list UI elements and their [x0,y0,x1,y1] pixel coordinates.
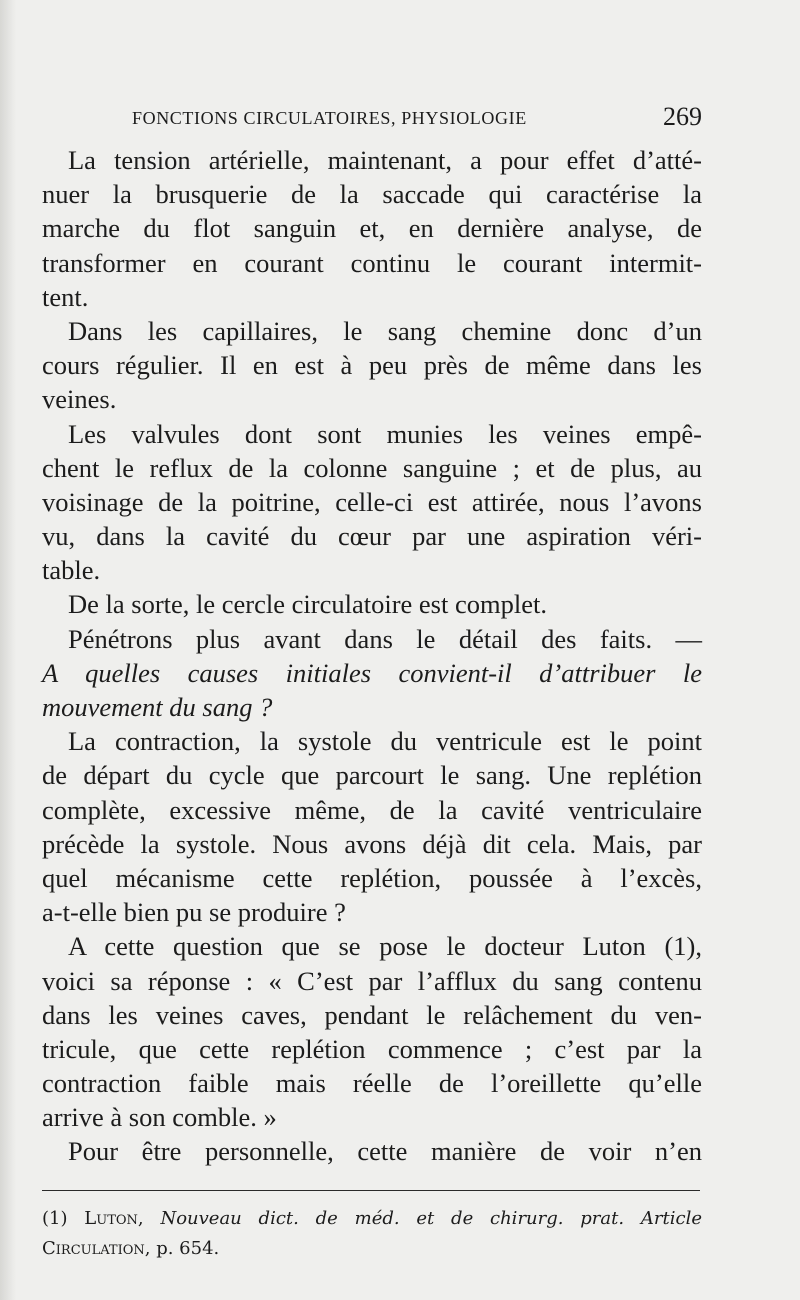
text-line: dans les veines caves, pendant le relâchement du ven- [42,999,702,1030]
body-text [42,143,702,1169]
running-title: FONCTIONS CIRCULATOIRES, PHYSIOLOGIE [132,108,527,128]
text-line: de départ du cycle que parcourt le sang. Une replétion [42,760,702,791]
footnote-page-ref: p. 654. [156,1238,220,1259]
text-line-italic: mouvement du sang ? [42,692,273,722]
text-line: nuer la brusquerie de la saccade qui caractérise la [42,179,702,210]
text-line: table. [42,555,101,586]
text-line: marche du flot sanguin et, en dernière analyse, de [42,213,702,244]
text-line: Les valvules dont sont munies les veines empê- [68,418,702,449]
text-line: a-t-elle bien pu se produire ? [42,897,346,928]
text-line: tricule, que cette replétion commence ; c’est par la [42,1033,702,1064]
text-line: De la sorte, le cercle circulatoire est complet. [68,589,547,620]
text-line: complète, excessive même, de la cavité ventriculaire [42,794,702,825]
footnote-marker: (1) [42,1208,68,1229]
text-line: cours régulier. Il en est à peu près de même dans les [42,350,702,381]
footnote-work: Nouveau dict. de méd. et de chirurg. prat. [160,1208,625,1229]
footnote-article-title: Circulation, [42,1238,151,1259]
text-line: quel mécanisme cette replétion, poussée à l’excès, [42,862,702,893]
footnote-line [42,1234,702,1264]
text-line: A cette question que se pose le docteur Luton (1), [68,931,702,962]
text-line: veines. [42,384,117,415]
text-line: La tension artérielle, maintenant, a pour effet d’atté- [68,145,702,175]
footnote-article-word: Article [640,1208,702,1229]
text-line: Pénétrons plus avant dans le détail des faits. — [68,623,702,654]
footnote-line [42,1204,702,1234]
text-line: chent le reflux de la colonne sanguine ; et de plus, au [42,452,702,483]
text-line-italic: A quelles causes initiales convient-il d’attribuer le [42,657,702,688]
footnote-author: Luton, [84,1208,144,1229]
text-line: voici sa réponse : « C’est par l’afflux du sang contenu [42,965,702,996]
text-line: précède la systole. Nous avons déjà dit cela. Mais, par [42,828,702,859]
text-line: arrive à son comble. » [42,1102,277,1133]
text-line: tent. [42,281,89,312]
text-line: Dans les capillaires, le sang chemine donc d’un [68,315,702,346]
footnote [42,1204,702,1264]
text-line: transformer en courant continu le courant intermit- [42,247,702,278]
running-head [42,100,702,140]
text-line: voisinage de la poitrine, celle-ci est attirée, nous l’avons [42,486,702,517]
text-line: La contraction, la systole du ventricule est le point [68,726,702,757]
text-line: vu, dans la cavité du cœur par une aspiration véri- [42,521,702,552]
text-line: contraction faible mais réelle de l’oreillette qu’elle [42,1068,702,1099]
footnote-rule [42,1190,700,1191]
text-line: Pour être personnelle, cette manière de voir n’en [68,1136,702,1167]
page-number: 269 [663,102,702,131]
